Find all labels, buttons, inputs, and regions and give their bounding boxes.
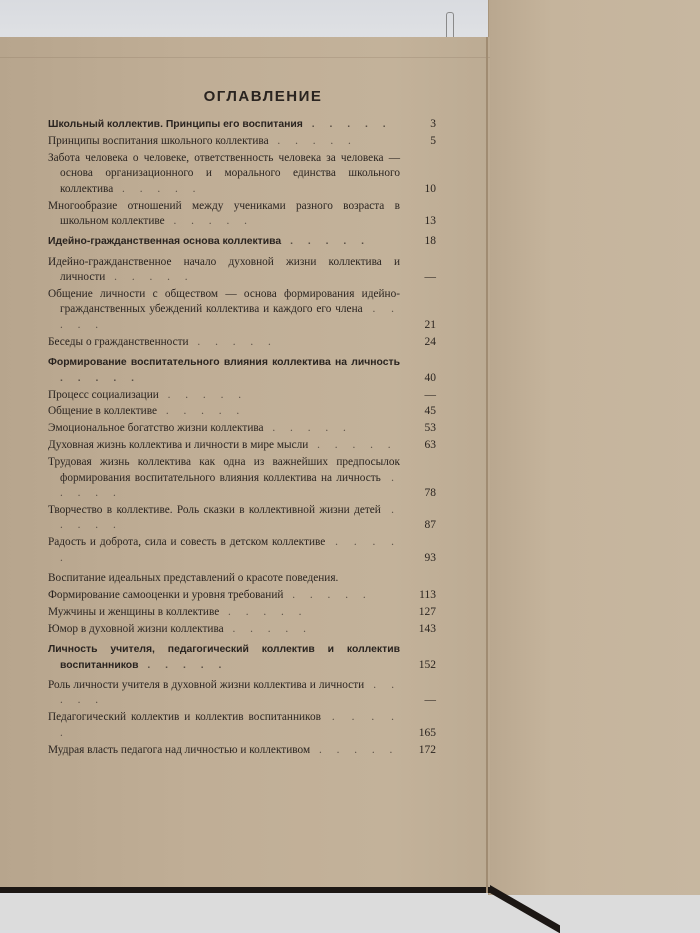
dot-leader: . . . . . <box>60 678 401 707</box>
toc-entry-title: Формирование воспитательного влияния коллектива на личность . . . . . <box>48 357 400 384</box>
dot-leader: . . . . . <box>223 622 312 635</box>
toc-page-number: 78 <box>424 486 436 499</box>
dot-leader: . . . . . <box>219 605 308 618</box>
toc-page-number: 13 <box>424 214 436 227</box>
toc-page-number: 5 <box>430 134 436 147</box>
toc-entry-title: Общение в коллективе . . . . . <box>48 405 246 418</box>
toc-page-number: — <box>424 271 436 284</box>
toc-entry-title: Эмоциональное богатство жизни коллектива . . . . . <box>48 422 352 435</box>
toc-page-number: 143 <box>418 622 436 635</box>
toc-entry-title: Духовная жизнь коллектива и личности в мире мысли . . . . . <box>48 439 397 452</box>
toc-entry-title: Беседы о гражданственности . . . . . <box>48 335 277 348</box>
dot-leader: . . . . . <box>188 335 277 348</box>
dot-leader: . . . . . <box>60 536 401 564</box>
dot-leader: . . . . . <box>60 711 401 739</box>
toc-page-number: 21 <box>424 318 436 331</box>
toc-entry-title: Процесс социализации . . . . . <box>48 388 248 401</box>
toc-entry-title: Педагогический коллектив и коллектив воспитанников . . . . . <box>48 711 401 739</box>
toc-entry-title: Общение личности с обществом — основа формирования идейно-гражданственных убеждений коллектива и каждого его члена . . . . . <box>48 288 400 331</box>
dot-leader: . . . . . <box>138 659 228 671</box>
toc-entry <box>48 404 438 419</box>
toc-entry <box>48 622 438 637</box>
toc-page-number: 45 <box>424 405 436 418</box>
dot-leader: . . . . . <box>60 303 400 331</box>
toc-entry <box>48 388 438 403</box>
toc-entry <box>48 134 438 149</box>
toc-section-heading <box>48 642 438 673</box>
toc-entry-title: Радость и доброта, сила и совесть в детском коллективе . . . . . <box>48 536 401 564</box>
right-page <box>488 0 700 930</box>
toc-entry <box>48 335 438 350</box>
toc-page-number: 87 <box>424 519 436 532</box>
table-surface <box>0 895 700 930</box>
toc-entry-title: Юмор в духовной жизни коллектива . . . . . <box>48 622 312 635</box>
dot-leader: . . . . . <box>281 236 371 248</box>
toc-page-number: 53 <box>424 422 436 435</box>
toc-entry <box>48 588 438 603</box>
toc-entry-title: Формирование самооценки и уровня требований . . . . . <box>48 588 372 601</box>
toc-page-number: 18 <box>424 235 436 248</box>
toc-entry <box>48 199 438 230</box>
book-spine <box>486 37 488 893</box>
toc-entry <box>48 421 438 436</box>
toc-page-number: 3 <box>430 118 436 130</box>
toc-entry <box>48 535 438 566</box>
toc-section-heading <box>48 117 438 132</box>
toc-page-number: 10 <box>424 182 436 195</box>
toc-entry-title: Трудовая жизнь коллектива как одна из важнейших предпосылок формирования воспитательного влияния коллектива на личность . . . . . <box>48 456 400 499</box>
toc-entry <box>48 438 438 453</box>
table-of-contents <box>48 88 438 759</box>
toc-page-number: 63 <box>424 439 436 452</box>
toc-entry-title: Мужчины и женщины в коллективе . . . . . <box>48 605 308 618</box>
toc-page-number: 127 <box>418 605 436 618</box>
toc-entry-title: Роль личности учителя в духовной жизни коллектива и личности . . . . . <box>48 678 401 707</box>
toc-entry-title: Многообразие отношений между учениками разного возраста в школьном коллективе . . . . . <box>48 199 400 227</box>
toc-section-heading <box>48 234 438 249</box>
dot-leader: . . . . . <box>263 422 352 435</box>
dot-leader: . . . . . <box>302 119 392 130</box>
dot-leader: . . . . . <box>164 214 253 227</box>
toc-entry-title: Воспитание идеальных представлений о красоте поведения. <box>48 571 339 584</box>
dot-leader: . . . . . <box>60 471 400 499</box>
toc-entry <box>48 710 438 741</box>
toc-page-number: — <box>424 694 436 707</box>
toc-page-number: 172 <box>418 743 436 756</box>
toc-entry <box>48 255 438 286</box>
dot-leader: . . . . . <box>158 388 248 401</box>
toc-entry <box>48 605 438 620</box>
toc-entry-title: Идейно-гражданственное начало духовной жизни коллектива и личности . . . . . <box>48 255 400 284</box>
toc-entry-title: Личность учителя, педагогический коллектив и коллектив воспитанников . . . . . <box>48 644 400 671</box>
toc-entry <box>48 571 438 586</box>
toc-page-number: 40 <box>424 371 436 384</box>
toc-page-number: 93 <box>424 551 436 564</box>
toc-entry <box>48 287 438 333</box>
toc-page-number: — <box>424 388 436 401</box>
toc-entry <box>48 503 438 534</box>
toc-entry-title: Творчество в коллективе. Роль сказки в коллективной жизни детей . . . . . <box>48 503 400 532</box>
toc-entry-title: Принципы воспитания школьного коллектива . . . . . <box>48 134 357 147</box>
dot-leader: . . . . . <box>60 503 400 532</box>
toc-entry <box>48 151 438 197</box>
toc-entry-title: Идейно-гражданственная основа коллектива . . . . . <box>48 236 371 248</box>
toc-page-number: 165 <box>418 726 436 739</box>
toc-entry <box>48 743 438 758</box>
toc-entry <box>48 455 438 501</box>
dot-leader: . . . . . <box>310 743 399 756</box>
toc-entry-title: Мудрая власть педагога над личностью и коллективом . . . . . <box>48 743 399 756</box>
dot-leader: . . . . . <box>268 134 357 147</box>
toc-page-number: 24 <box>424 335 436 348</box>
toc-page-number: 152 <box>418 658 436 671</box>
dot-leader: . . . . . <box>308 439 397 452</box>
toc-entry-title: Забота человека о человеке, ответственность человека за человека — основа организационного и морального единства школьного коллектива . . . . . <box>48 151 400 195</box>
toc-entry-title: Школьный коллектив. Принципы его воспитания . . . . . <box>48 119 392 130</box>
page-title: ОГЛАВЛЕНИЕ <box>203 88 323 105</box>
toc-entry <box>48 678 438 709</box>
dot-leader: . . . . . <box>113 182 202 195</box>
dot-leader: . . . . . <box>157 405 246 418</box>
dot-leader: . . . . . <box>283 588 372 601</box>
toc-list <box>48 117 438 758</box>
dot-leader: . . . . . <box>60 372 140 384</box>
dot-leader: . . . . . <box>105 271 194 284</box>
toc-page-number: 113 <box>419 588 436 601</box>
toc-section-heading <box>48 355 438 386</box>
